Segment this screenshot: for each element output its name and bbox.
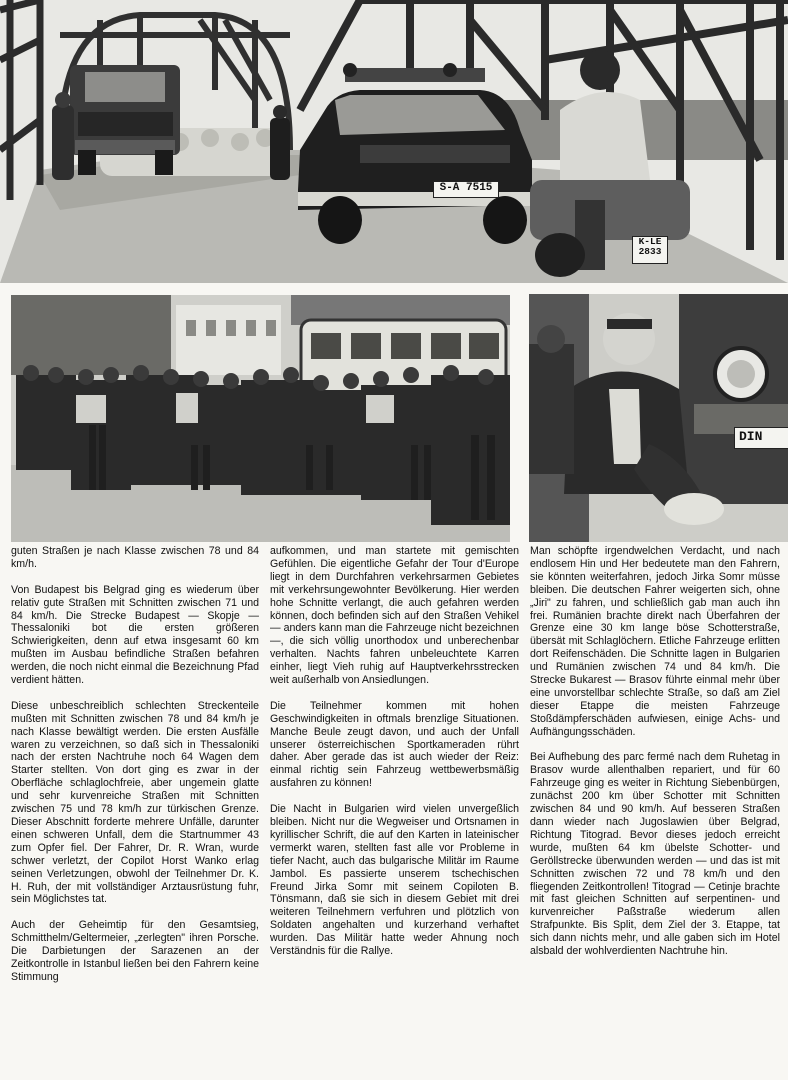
article-column-1 bbox=[11, 545, 259, 997]
paragraph: Auch der Geheimtip für den Gesamtsieg, Schmitthelm/Geltermeier, „zerlegten" ihren Porsche. Die Darbietungen der Sarazenen an der Zeitkontrolle in Istanbul ließen bei den Fahrern keine Stimmung bbox=[11, 919, 259, 983]
paragraph: Diese unbeschreiblich schlechten Streckenteile mußten mit Schnitten zwischen 78 und 84 km/h je nach Klasse bewältigt werden. Die ersten Ausfälle waren zu verzeichnen, so daß sich in Thessaloniki nach der ersten Nachtruhe noch 64 Wagen dem Starter stellten. Von dort ging es zwar in der Oberfläche schlaglochfreie, aber ungemein glatte und sehr kurvenreiche Straßen mit Schnitten zwischen 75 und 78 km/h zur türkischen Grenze. Dieser Abschnitt forderte mehrere Unfälle, darunter einen schweren Unfall, dem die Startnummer 43 zum Opfer fiel. Der Fahrer, Dr. R. Wran, wurde schwer verletzt, der Copilot Horst Wanko erlag seinen Verletzungen, obwohl der Teilnehmer Dr. K. H. Ruh, der mit vollständiger Arztausrüstung fuhr, sein Möglichstes tat. bbox=[11, 699, 259, 906]
scooter-plate-line2: 2833 bbox=[638, 245, 662, 257]
photo-man-at-car bbox=[529, 294, 788, 542]
paragraph: Man schöpfte irgendwelchen Verdacht, und nach endlosem Hin und Her bedeutete man den Fahrern, sie könnten weiterfahren, jedoch Jirka Somr müsse bleiben. Die deutschen Fahrer weigerten sich, ohne „Jiri" zu fahren, und schließlich gab man auch ihn frei. Rumänien brachte direkt nach Überfahren der Grenze eine 30 km lange böse Schotterstraße, übersät mit Schlaglöchern. Etliche Fahrzeuge erlitten dort Reifenschäden. Die Schnitte lagen in Bulgarien und Rumänien zwischen 74 und 84 km/h. Die Strecke Bukarest — Brasov führte einmal mehr über eine unvorstellbar schlechte Straße, so daß am Ziel dieser Etappe die meisten Fahrzeuge Stoßdämpferschäden aufwiesen, einige Achs- und Aufhängungsschäden. bbox=[530, 545, 780, 738]
bridge-scene-graphic bbox=[0, 0, 788, 283]
paragraph: guten Straßen je nach Klasse zwischen 78 und 84 km/h. bbox=[11, 545, 259, 570]
article-column-2 bbox=[270, 545, 519, 971]
scooter-plate-line1: K-LE bbox=[638, 236, 662, 247]
paragraph: Bei Aufhebung des parc fermé nach dem Ruhetag in Brasov wurde allenthalben repariert, und für 60 Fahrzeuge ging es weiter in Richtung Siebenbürgen, zunächst 200 km über Schotter mit Schnitten zwischen 84 und 90 km/h. Auf besseren Straßen dann wieder nach Jugoslawien über Belgrad, Richtung Titograd. Bevor dieses jedoch erreicht wurde, mußten 64 km übelste Schotter- und Geröllstrecke überwunden werden — und das ist mit Schnitten zwischen 72 und 78 km/h und den fliegenden Zeitkontrollen! Titograd — Cetinje brachte mit fast gleichen Schnitten auf serpentinen- und kurvenreicher Paßstraße wiederum allen Strafpunkte. Bis Split, dem Ziel der 3. Etappe, tat sich dann nichts mehr, und alle gaben sich im Hotel alsbald der wohlverdienten Nachtruhe hin. bbox=[530, 751, 780, 958]
photo-crowd-scene bbox=[11, 295, 510, 542]
paragraph: Die Teilnehmer kommen mit hohen Geschwindigkeiten in oftmals brenzlige Situationen. Manche Beule zeugt davon, und auch der Unfall unserer österreichischen Sportkameraden rührt daher. Aber gerade das ist auch wieder der Reiz: einmal richtig sein Fahrzeug wettbewerbsmäßig ausfahren zu können! bbox=[270, 699, 519, 790]
man-at-car-graphic bbox=[529, 294, 788, 542]
paragraph: aufkommen, und man startete mit gemischten Gefühlen. Die eigentliche Gefahr der Tour d'Europe liegt in dem Durchfahren verkehrsarmen Gebietes mit verkehrsungewohnter Bevölkerung. Hier werden hohe Schnitte verlangt, die auch gefahren werden können, doch befinden sich auf den Straßen Vehikel — anders kann man die Fahrzeuge nicht bezeichnen —, die sich völlig unorthodox und unberechenbar verhalten. Nachts fahren unbeleuchtete Karren einher, liegt Vieh ruhig auf Hauptverkehrsstrecken weit außerhalb von Ansiedlungen. bbox=[270, 545, 519, 687]
photo-bridge-scene bbox=[0, 0, 788, 283]
paragraph: Die Nacht in Bulgarien wird vielen unvergeßlich bleiben. Nicht nur die Wegweiser und Ortsnamen in kyrillischer Schrift, die auf den Karten in lateinischer vermerkt waren, stellten fast alle vor Probleme in tiefer Nacht, auch das bulgarische Militär im Raume Jambol. Es passierte unserem tschechischen Freund Jirka Somr mit seinem Copiloten B. Tönsmann, daß sie sich in diesem Gebiet mit drei weiteren Teilnehmern verfuhren und plötzlich von Soldaten angehalten und kurzerhand verhaftet wurden. Das Militär hatte weder Ahnung noch Verständnis für die Rallye. bbox=[270, 803, 519, 958]
license-plate-scooter bbox=[632, 236, 668, 264]
paragraph: Von Budapest bis Belgrad ging es wiederum über relativ gute Straßen mit Schnitten zwischen 71 und 84 km/h. Die Strecke Budapest — Skopje — Thessaloniki bot die ersten größeren Schwierigkeiten, denn auf etwa insgesamt 60 km mußten im Ausbau befindliche Straßen befahren werden, die noch nicht einmal die Bezeichnung Pfad verdient hätten. bbox=[11, 583, 259, 687]
license-plate-mercedes: S-A 7515 bbox=[433, 181, 499, 198]
crowd-scene-graphic bbox=[11, 295, 510, 542]
license-plate-din: DIN bbox=[734, 427, 788, 449]
article-column-3 bbox=[530, 545, 780, 971]
